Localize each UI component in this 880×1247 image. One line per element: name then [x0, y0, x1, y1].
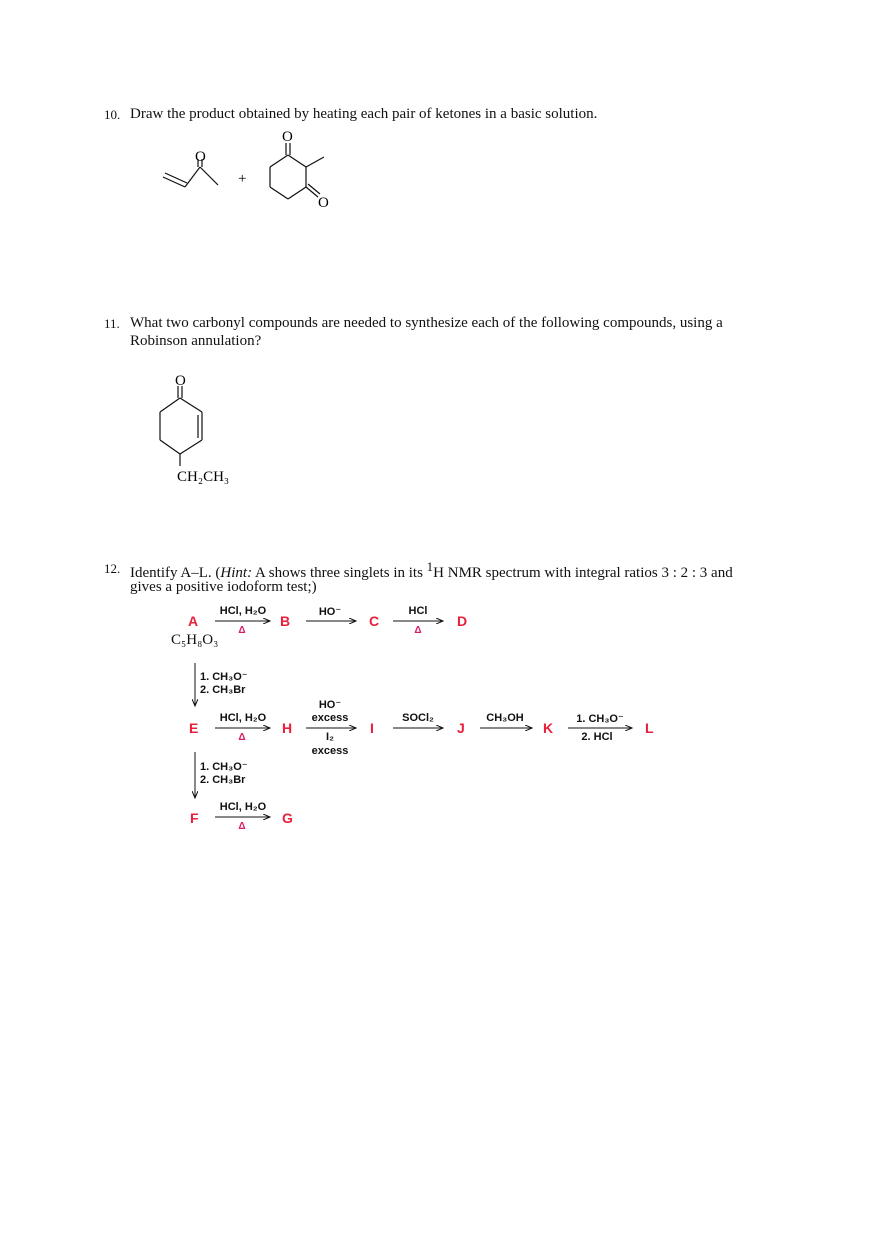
question-10-text: Draw the product obtained by heating each pair of ketones in a basic solution. [130, 106, 598, 122]
compound-f-label: F [190, 810, 199, 826]
reagent-a-e-step-1: 1. CH₃O⁻ [200, 671, 248, 683]
question-12-line-1: Identify A–L. (Hint: A shows three singlets in its $^1$H NMR spectrum with integral ratios 3 : 2 : 3 and [130, 559, 733, 581]
reagent-k-l-bottom: 2. HCl [581, 731, 613, 743]
question-11-cyclohexenone-structure [150, 368, 260, 488]
heat-f-g: Δ [238, 821, 246, 832]
compound-g-label: G [282, 810, 293, 826]
compound-c-label: C [369, 613, 380, 629]
reagent-k-l-top: 1. CH₃O⁻ [576, 713, 624, 725]
hint-label: Hint: [220, 565, 253, 581]
mvk-oxygen: O [195, 149, 206, 165]
compound-i-label: I [370, 720, 374, 736]
methyl-vinyl-ketone [163, 159, 218, 187]
compound-a-label: A [188, 613, 199, 629]
reagent-a-b: HCl, H₂O [219, 605, 267, 617]
reagent-f-g: HCl, H₂O [219, 801, 267, 813]
compound-a-formula: C₅H₈O₃ [171, 632, 219, 648]
reagent-h-i-bottom-1: I₂ [326, 731, 334, 743]
dione-oxygen-top: O [282, 129, 293, 145]
reagent-b-c: HO⁻ [318, 606, 342, 618]
heat-c-d: Δ [414, 625, 422, 636]
reagent-c-d: HCl [408, 605, 428, 617]
reagent-i-j: SOCl₂ [402, 712, 434, 724]
question-10-number: 10. [104, 107, 121, 122]
compound-d-label: D [457, 613, 468, 629]
compound-k-label: K [543, 720, 554, 736]
compound-h-label: H [282, 720, 293, 736]
cyclohexenone-oxygen: O [175, 373, 186, 389]
heat-a-b: Δ [238, 625, 246, 636]
reagent-e-f-step-1: 1. CH₃O⁻ [200, 761, 248, 773]
question-11-line-2: Robinson annulation? [130, 333, 262, 349]
reagent-e-f-step-2: 2. CH₃Br [200, 774, 246, 786]
question-10-ketones-structure [150, 125, 350, 215]
compound-b-label: B [280, 613, 291, 629]
compound-e-label: E [189, 720, 199, 736]
question-11-number: 11. [104, 316, 120, 331]
dione-oxygen-bottom: O [318, 195, 329, 211]
compound-l-label: L [645, 720, 654, 736]
reagent-a-e-step-2: 2. CH₃Br [200, 684, 246, 696]
nmr-superscript: 1 [426, 559, 434, 574]
question-12-line-2: gives a positive iodoform test;) [130, 579, 317, 595]
question-12-number: 12. [104, 561, 121, 576]
question-11-line-1: What two carbonyl compounds are needed to synthesize each of the following compounds, using a [130, 315, 723, 331]
heat-e-h: Δ [238, 732, 246, 743]
ethyl-substituent: CH₂CH₃ [177, 469, 230, 485]
compound-j-label: J [457, 720, 465, 736]
reagent-e-h: HCl, H₂O [219, 712, 267, 724]
reagent-j-k: CH₃OH [486, 712, 524, 724]
reagent-h-i-top-2: excess [311, 712, 349, 724]
methylcyclohexanedione [270, 143, 324, 199]
reagent-h-i-bottom-2: excess [311, 745, 349, 757]
reagent-h-i-top-1: HO⁻ [318, 699, 342, 711]
plus-sign: + [238, 171, 247, 187]
